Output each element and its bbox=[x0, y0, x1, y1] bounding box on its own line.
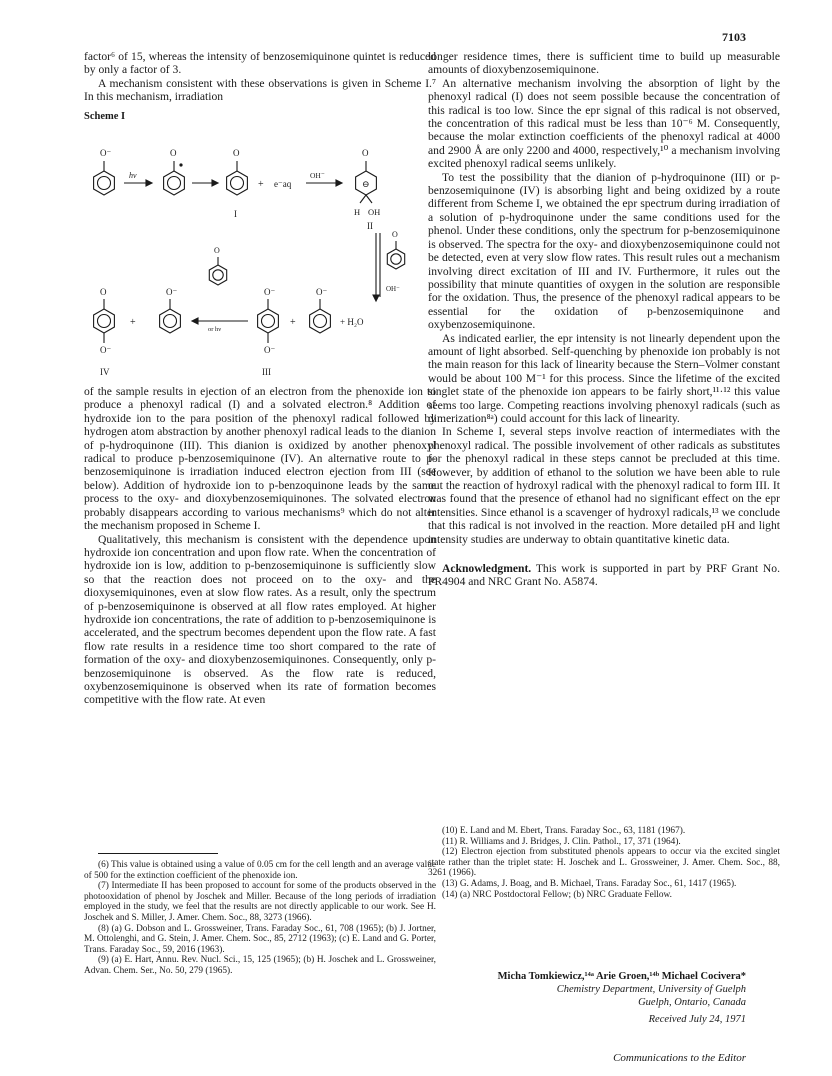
left-paragraph-4: Qualitatively, this mechanism is consistent with the dependence upon hydroxide ion concentration and upon flow rate. When the concentration of hydroxide ion is low, addition to p-benzosemiquinone is sufficiently slow so that the reaction does not proceed on to the oxy- and the dioxysemiquinones, even at slow flow rates. As a result, only the spectrum of p-benzosemiquinone is observed at all flow rates employed. At higher hydroxide ion concentrations, the rate of addition to p-benzosemiquinone is accelerated, and the spectrum becomes dependent upon the flow rate. A fast flow rate results in a residence time too short compared to the rate of formation of the oxy- and dioxybenzosemiquinones. Consequently, only p-benzosemiquinone is observed. As the flow rate is reduced, oxybenzosemiquinone is observed when its rate of formation becomes competitive with the flow rate. At even bbox=[84, 532, 436, 707]
author-department: Chemistry Department, University of Guelph bbox=[556, 984, 746, 995]
label-i: I bbox=[234, 209, 237, 220]
received-date: Received July 24, 1971 bbox=[648, 1014, 746, 1025]
footnotes-left bbox=[84, 853, 436, 977]
hydroquinone-dianion-iii-ring bbox=[258, 299, 279, 343]
section-footer: Communications to the Editor bbox=[613, 1052, 746, 1064]
phenoxyl-over-arrow-ring bbox=[209, 257, 226, 285]
phenoxide-byproduct-ring bbox=[310, 299, 331, 333]
author-city: Guelph, Ontario, Canada bbox=[638, 997, 746, 1008]
acknowledgment bbox=[428, 562, 780, 589]
label-oh-minus-2: OH⁻ bbox=[386, 285, 400, 294]
phenoxyl-radical-i-ring bbox=[227, 161, 248, 195]
label-e-aq: e⁻aq bbox=[274, 179, 292, 190]
left-column bbox=[84, 50, 436, 707]
label-plus-2: + bbox=[130, 317, 136, 329]
acknowledgment-heading: Acknowledgment. bbox=[442, 562, 532, 576]
label-iii: III bbox=[262, 367, 271, 378]
label-oh-minus-1: OH⁻ bbox=[310, 171, 325, 181]
label-o-i: O bbox=[233, 148, 240, 159]
page-number: 7103 bbox=[722, 30, 746, 44]
label-hv: hν bbox=[129, 171, 137, 181]
footnote-rule bbox=[98, 853, 218, 854]
right-paragraph-4: As indicated earlier, the epr intensity is not linearly dependent upon the amount of light absorbed. Self-quenching by phenoxide ion probably is not the main reason for this lack of linearity because the Stern–Volmer constant would be about 100 M⁻¹ for this process. Since the lifetime of the excited singlet state of the phenoxide ion appears to be fairly short,¹¹·¹² this value seems too large. Competing reactions involving phenoxyl radicals (such as dimerization⁸ᵃ) could account for this lack of linearity. bbox=[428, 331, 780, 425]
author-block bbox=[394, 970, 746, 1026]
right-paragraph-2: An alternative mechanism involving the absorption of light by the phenoxyl radical (I) does not seem possible because the concentration of this radical is too low. Since the epr signal of this radical is not observed, the concentration of this radical must be less than 10⁻⁶ M. Consequently, because the molar extinction coefficients of the phenoxyl radical at 4000 and 2900 Å are only 2200 and 4000, respectively,¹⁰ a mechanism involving excited phenoxyl radical seems unlikely. bbox=[428, 76, 780, 171]
label-plus-1: + bbox=[258, 179, 264, 191]
label-o-reagent: O bbox=[392, 230, 398, 240]
left-paragraph-3: of the sample results in ejection of an electron from the phenoxide ion to produce a phenoxyl radical (I) and a solvated electron.⁸ Addition of hydroxide ion to the para position of the phenoxyl radical followed by hydrogen atom abstraction by another phenoxyl radical leads to the dianion of p-hydroquinone (III). This dianion is oxidized by another phenoxyl radical to produce p-benzosemiquinone (IV). An alternative route to p-benzosemiquinone is irradiation induced electron ejection from III (see below). Addition of hydroxide ion to p-benzoquinone leads by the same process to the oxy- and dioxybenzosemiquinones. The solvated electron probably disappears according to various mechanisms⁹ which do not alter the mechanism proposed in Scheme I. bbox=[84, 385, 436, 533]
footnote-13: (13) G. Adams, J. Boag, and B. Michael, Trans. Faraday Soc., 61, 1417 (1965). bbox=[442, 878, 737, 889]
author-names: Micha Tomkiewicz,¹⁴ᵃ Arie Groen,¹⁴ᵇ Michael Cocivera* bbox=[497, 971, 746, 982]
left-paragraph-1: factor⁶ of 15, whereas the intensity of benzosemiquinone quintet is reduced by only a factor of 3. bbox=[84, 50, 436, 77]
label-o-iv-top: O bbox=[100, 287, 107, 298]
phenoxyl-reagent-ring bbox=[387, 241, 404, 269]
phenoxide-ring bbox=[94, 161, 115, 195]
scheme-label: Scheme I bbox=[84, 110, 126, 122]
radical-dot bbox=[179, 163, 182, 166]
label-o-ii: O bbox=[362, 148, 369, 159]
label-or-hv: or hν bbox=[208, 326, 222, 334]
footnote-10: (10) E. Land and M. Ebert, Trans. Faraday Soc., 63, 1181 (1967). bbox=[442, 826, 686, 836]
scheme-i-diagram bbox=[84, 125, 436, 385]
label-o-minus-iii-top: O⁻ bbox=[264, 287, 276, 298]
label-o-minus-1: O⁻ bbox=[100, 148, 112, 159]
label-plus-3: + bbox=[290, 317, 296, 329]
footnote-8: (8) (a) G. Dobson and L. Grossweiner, Trans. Faraday Soc., 61, 708 (1965); (b) J. Jortner, M. Ottolenghi, and G. Stein, J. Amer. Chem. Soc., 85, 2712 (1963); (c) E. Land and G. Porter, Trans. Faraday Soc., 59, 2016 (1963). bbox=[84, 923, 436, 955]
left-paragraph-2: A mechanism consistent with these observations is given in Scheme I.⁷ In this mechanism, irradiation bbox=[84, 76, 436, 104]
label-h: H bbox=[354, 207, 361, 218]
label-iv: IV bbox=[100, 367, 110, 378]
footnote-7: (7) Intermediate II has been proposed to account for some of the products observed in the photooxidation of phenol by Joschek and Miller. Because of the long periods of irradiation employed in the study, we feel that the results are not directly applicable to our work. See H. Joschek and S. Miller, J. Amer. Chem. Soc., 88, 3273 (1966). bbox=[84, 881, 436, 923]
footnote-6: (6) This value is obtained using a value of 0.05 cm for the cell length and an average value of 500 for the extinction coefficient of the phenoxide ion. bbox=[84, 860, 436, 881]
footnotes-right bbox=[428, 826, 780, 900]
label-ii: II bbox=[367, 221, 373, 232]
right-paragraph-3: To test the possibility that the dianion of p-hydroquinone (III) or p-benzosemiquinone (IV) is absorbing light and being oxidized by a route different from Scheme I, we obtained the epr spectrum during irradiation of a solution of p-hydroquinone under the same conditions used for the phenol. Under these conditions, only the spectrum for p-benzosemiquinone is observed. The spectra for the oxy- and dioxybenzosemiquinone could not be detected, even at very slow flow rates. This result rules out a mechanism involving direct excitation of III and IV. Furthermore, it rules out the possibility that minute quantities of oxygen in the solution are responsible for the oxidation. Thus, the presence of the phenoxyl radical appears to be essential for the oxidation of p-benzosemiquinone and oxybenzosemiquinone. bbox=[428, 170, 780, 332]
label-o-minus-iii-bottom: O⁻ bbox=[264, 345, 276, 356]
label-o-minus-byprod: O⁻ bbox=[316, 287, 328, 298]
right-paragraph-5: In Scheme I, several steps involve reaction of intermediates with the phenoxyl radical. The possible involvement of other radicals as substitutes for the phenoxyl radical in these steps cannot be precluded at this time. However, by addition of ethanol to the solution we have been able to rule out the reaction of hydroxyl radical with the phenoxyl radical to form III. It was found that the presence of ethanol had no significant effect on the epr intensities. Since ethanol is a scavenger of hydroxyl radicals,¹³ we conclude that this radical is not involved in the reaction. More detailed pH and light intensity studies are underway to obtain quantitative kinetic data. bbox=[428, 425, 780, 546]
acknowledgment-body: This work is supported in part by PRF Grant No. PR4904 and NRC Grant No. A5874. bbox=[428, 562, 780, 589]
label-o-iv-bottom: O⁻ bbox=[100, 345, 112, 356]
label-o-over-arrow: O bbox=[214, 246, 220, 256]
benzosemiquinone-iv-ring bbox=[94, 299, 115, 343]
footnote-9: (9) (a) E. Hart, Annu. Rev. Nucl. Sci., 15, 125 (1965); (b) H. Joschek and L. Grossweiner, Advan. Chem. Ser., No. 50, 279 (1965). bbox=[84, 955, 436, 976]
label-o-radical: O bbox=[170, 148, 177, 159]
label-o-minus-prod: O⁻ bbox=[166, 287, 178, 298]
label-h2o: + H₂O bbox=[340, 317, 364, 328]
footnote-14: (14) (a) NRC Postdoctoral Fellow; (b) NRC Graduate Fellow. bbox=[442, 889, 672, 900]
label-minus-center: ⊖ bbox=[362, 179, 370, 190]
right-paragraph-1: longer residence times, there is sufficient time to build up measurable amounts of dioxybenzosemiquinone. bbox=[428, 50, 780, 77]
footnote-11: (11) R. Williams and J. Bridges, J. Clin. Pathol., 17, 371 (1964). bbox=[442, 836, 681, 847]
label-oh: OH bbox=[368, 207, 381, 218]
footnote-12: (12) Electron ejection from substituted phenols appears to occur via the excited singlet state rather than the triplet state: H. Joschek and L. Grossweiner, J. Amer. Chem. Soc., 88, 3261 (1966). bbox=[428, 847, 780, 879]
phenoxide-product-ring bbox=[160, 299, 181, 333]
right-column bbox=[428, 50, 780, 589]
